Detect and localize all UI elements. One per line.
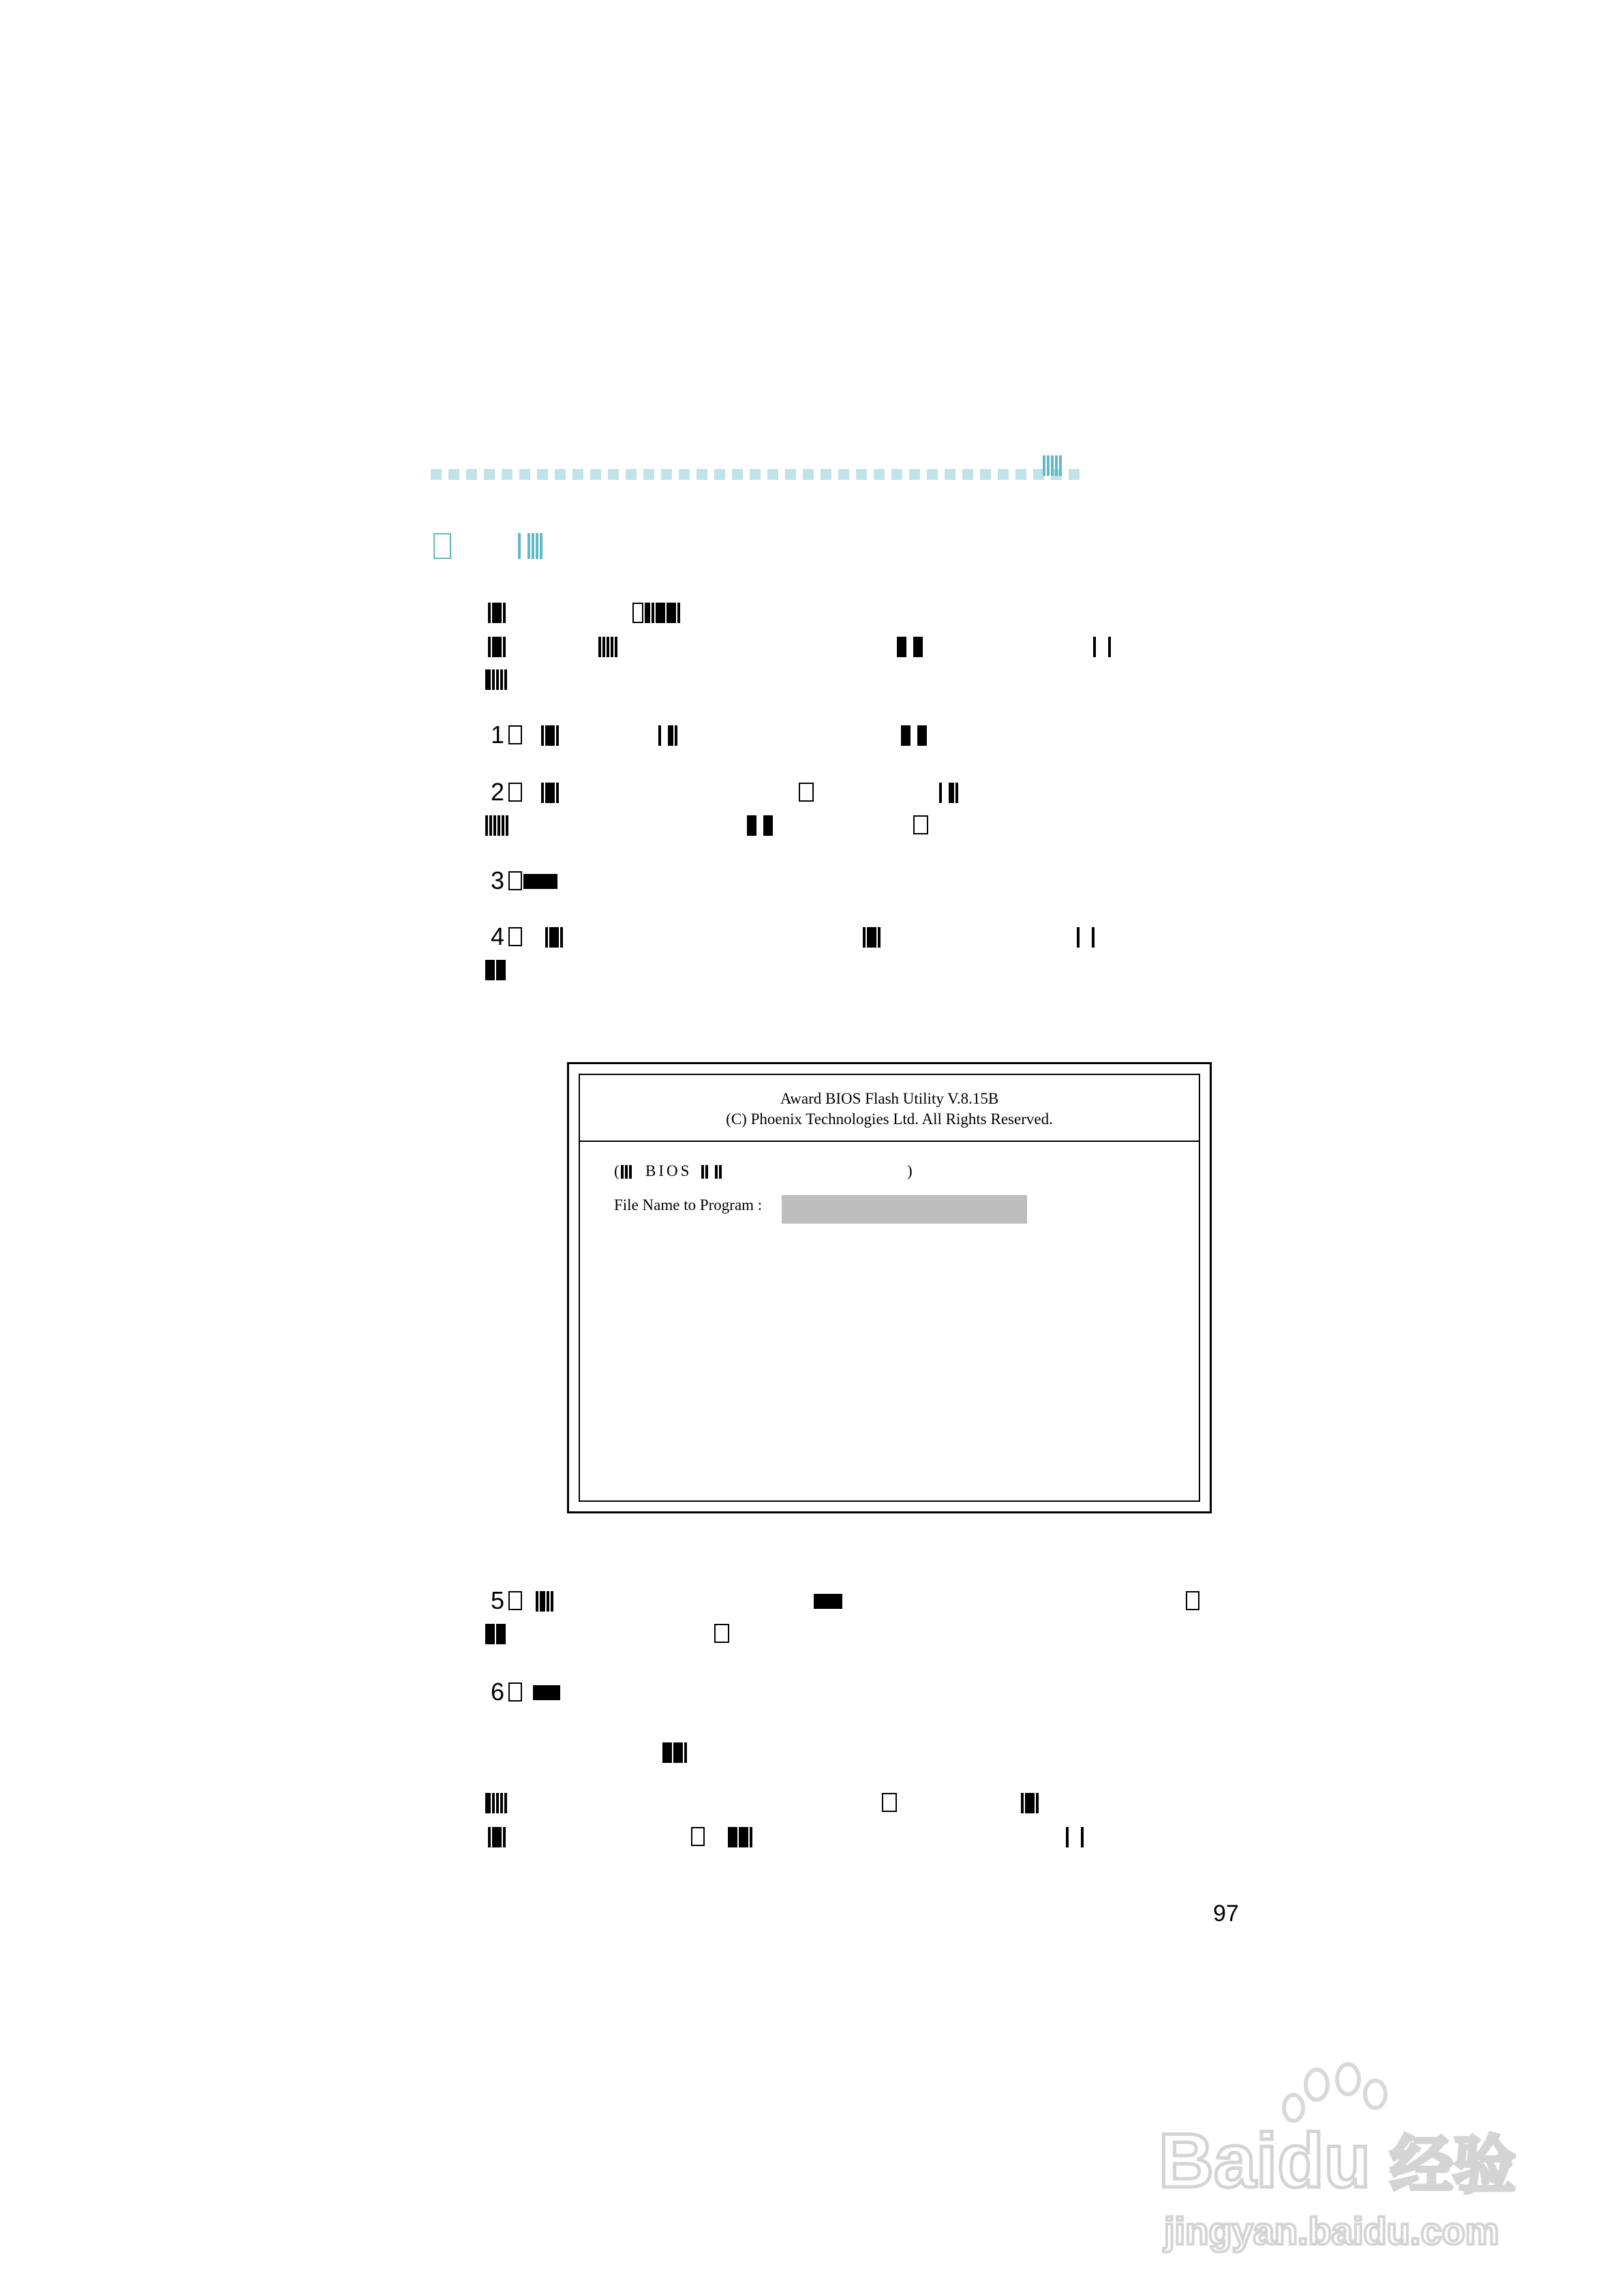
step-box — [913, 815, 928, 834]
page-number: 97 — [1213, 1901, 1239, 1927]
section-title-glyph — [518, 533, 542, 559]
section-title-box — [433, 533, 451, 559]
info-open-paren: ( — [614, 1162, 619, 1179]
intro-glyph — [1093, 637, 1111, 657]
note-glyph — [485, 1793, 507, 1813]
step-number: 4 — [491, 922, 505, 950]
step-glyph — [533, 1685, 560, 1700]
watermark-brand: Baidu — [1159, 2118, 1371, 2203]
intro-glyph — [645, 603, 680, 623]
note-glyph — [488, 1827, 506, 1847]
step-glyph — [814, 1594, 842, 1609]
step-box — [714, 1624, 729, 1643]
intro-glyph — [897, 637, 923, 657]
step-box — [1186, 1591, 1199, 1610]
note-box — [882, 1793, 897, 1812]
bios-flash-screen — [567, 1062, 1212, 1513]
step-number: 1 — [491, 721, 505, 749]
step-glyph — [541, 783, 559, 803]
step-glyph — [536, 1591, 553, 1612]
info-close-paren: ) — [907, 1162, 913, 1179]
step-glyph — [541, 725, 559, 746]
info-glyph — [701, 1165, 722, 1179]
bios-screen-header — [580, 1075, 1199, 1142]
info-bios-label: BIOS — [645, 1162, 692, 1179]
step-glyph — [485, 1624, 506, 1644]
step-glyph — [1077, 927, 1095, 948]
note-glyph — [728, 1827, 752, 1847]
baidu-watermark — [1159, 2059, 1540, 2263]
note-glyph — [1066, 1827, 1084, 1847]
note-glyph — [1021, 1793, 1039, 1813]
intro-box — [632, 603, 643, 623]
header-section-glyph — [1043, 455, 1067, 476]
step-box — [508, 1591, 522, 1610]
step-glyph — [485, 815, 508, 836]
bios-screen-body — [580, 1142, 1199, 1500]
bios-screen-frame — [579, 1074, 1200, 1502]
step-box — [508, 927, 522, 946]
intro-glyph — [485, 669, 507, 690]
intro-glyph — [488, 637, 506, 657]
bios-title: Award BIOS Flash Utility V.8.15B — [780, 1090, 999, 1107]
watermark-url: jingyan.baidu.com — [1164, 2209, 1499, 2252]
bios-copyright: (C) Phoenix Technologies Ltd. All Rights Reserved. — [726, 1111, 1053, 1128]
step-glyph — [485, 960, 506, 980]
step-box — [508, 725, 522, 744]
intro-glyph — [488, 603, 506, 623]
step-box — [799, 783, 814, 802]
step-number: 3 — [491, 866, 505, 894]
note-glyph — [662, 1742, 687, 1763]
step-number: 6 — [491, 1678, 505, 1706]
step-glyph — [545, 927, 563, 948]
header-dotted-rule — [431, 469, 1080, 480]
step-box — [508, 871, 522, 890]
step-glyph — [523, 874, 557, 889]
step-number: 5 — [491, 1586, 505, 1614]
step-number: 2 — [491, 778, 505, 806]
step-box — [508, 1682, 522, 1702]
step-glyph — [863, 927, 881, 948]
intro-glyph — [598, 637, 617, 657]
filename-label: File Name to Program : — [614, 1196, 763, 1213]
watermark-cn: 经验 — [1390, 2129, 1516, 2202]
filename-input[interactable] — [782, 1195, 1027, 1224]
step-glyph — [901, 725, 927, 746]
step-box — [508, 783, 522, 802]
step-glyph — [939, 783, 958, 803]
step-glyph — [658, 725, 677, 746]
info-glyph — [621, 1165, 632, 1179]
step-glyph — [747, 815, 773, 836]
note-box — [691, 1827, 705, 1846]
